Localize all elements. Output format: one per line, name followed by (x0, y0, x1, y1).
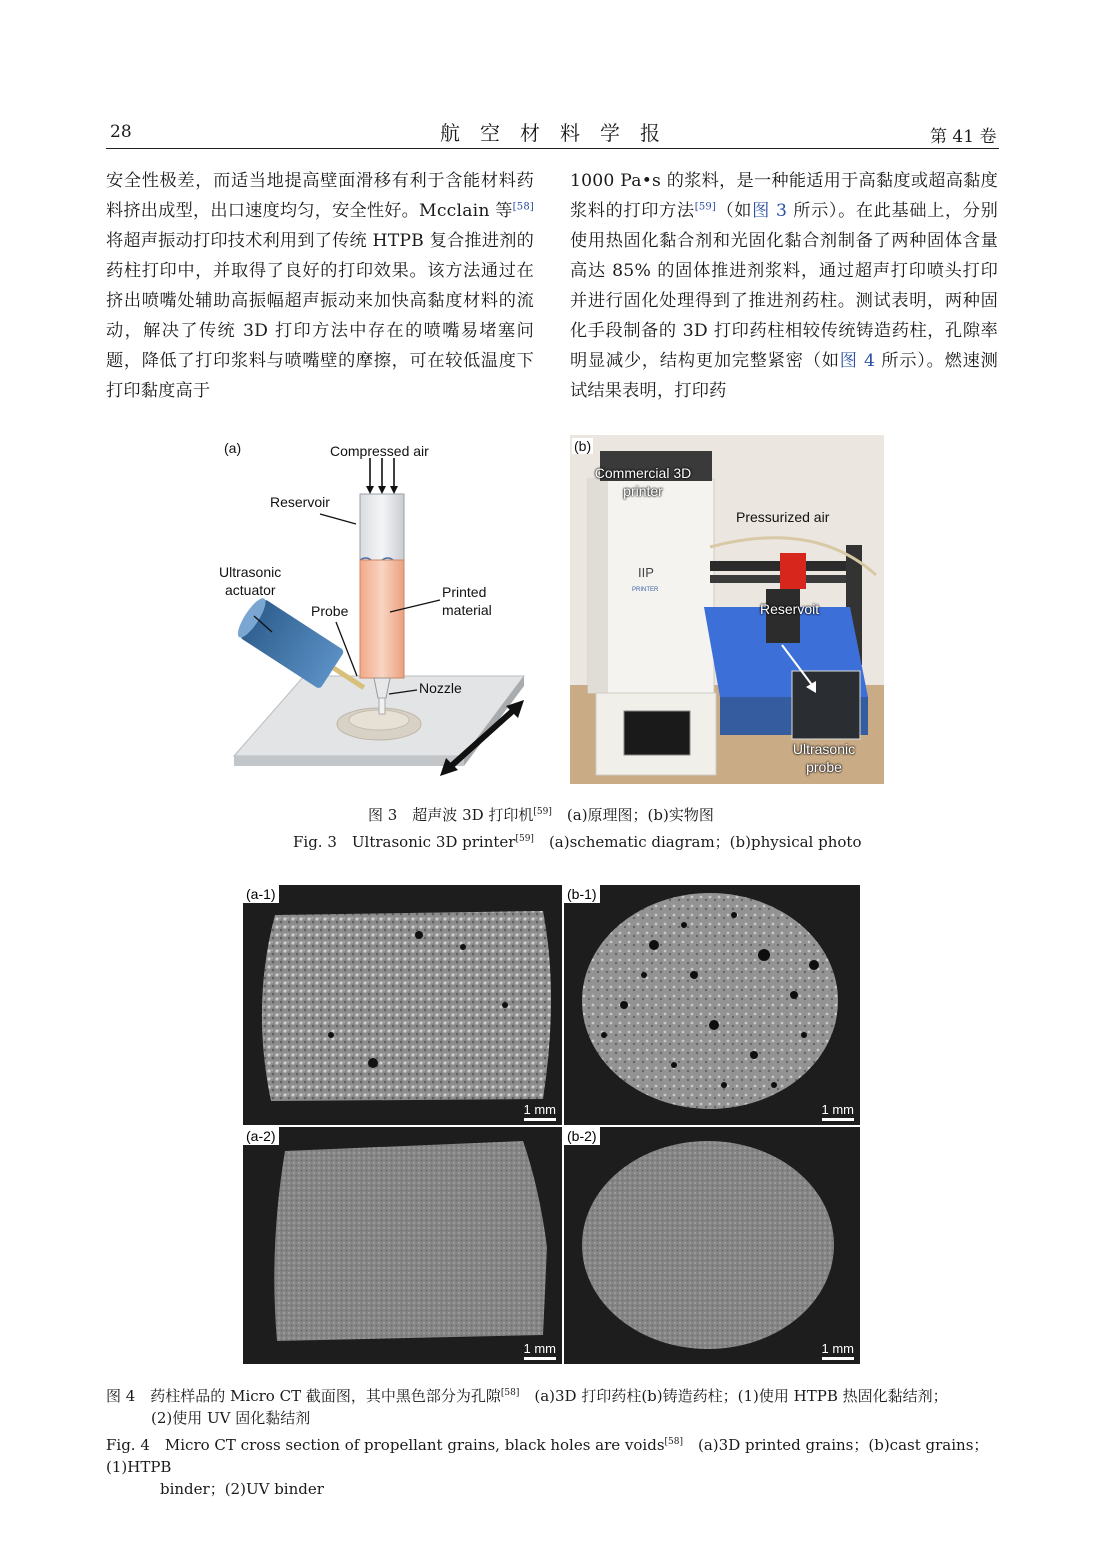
fig4-caption-cn: 图 4 药柱样品的 Micro CT 截面图，其中黑色部分为孔隙[58] (a)3D 打印药柱(b)铸造药柱；(1)使用 HTPB 热固化黏结剂； (2)使用 UV 固化黏结剂 (106, 1387, 948, 1427)
left-text-1: 安全性极差，而适当地提高壁面滑移有利于含能材料药料挤出成型，出口速度均匀，安全性好。Mcclain 等 (106, 171, 534, 221)
printed-material (360, 560, 404, 678)
printer-brand: IIP (638, 565, 654, 580)
label-printer: printer (623, 483, 663, 499)
journal-title: 航 空 材 料 学 报 (440, 121, 660, 145)
printer-screen (624, 711, 690, 755)
fig3a-drawing (214, 436, 554, 786)
right-text-2: （如 (716, 201, 753, 221)
label-printed: Printed (442, 584, 487, 600)
label-ultrasonic-probe-2: probe (806, 759, 842, 775)
ct-panel-b2 (564, 1127, 860, 1364)
ct-panel-a2 (243, 1127, 562, 1364)
fig3b-photo (570, 435, 884, 784)
fig3b-panel-label: (b) (574, 438, 592, 454)
label-commercial: Commercial 3D (594, 465, 692, 481)
citation-58[interactable]: [58] (512, 201, 534, 213)
printer-brand-sub: PRINTER (632, 587, 659, 593)
scale-bar-b1: 1 mm (822, 1102, 855, 1121)
fig4-grid (243, 885, 860, 1364)
fig3a-panel-label: (a) (224, 440, 242, 456)
ct-image-b2 (564, 1127, 860, 1364)
fig3-link[interactable]: 图 3 (752, 201, 788, 221)
probe-inset (792, 671, 860, 739)
ct-panel-a1 (243, 885, 562, 1125)
scale-bar-a1: 1 mm (524, 1102, 557, 1121)
label-material: material (442, 602, 492, 618)
right-text-3: 所示）。在此基础上，分别使用热固化黏合剂和光固化黏合剂制备了两种固体含量高达 85% 的固体推进剂浆料，通过超声打印喷头打印并进行固化处理得到了推进剂药柱。测试表明，两种固化手段制备的 3D 打印药柱相较传统铸造药柱，孔隙率明显减少，结构更加完整紧密（如 (570, 201, 999, 371)
red-reservoir (780, 553, 806, 589)
ct-panel-b1 (564, 885, 860, 1125)
fig4-cn-cite: [58] (500, 1388, 520, 1398)
fig3-caption-cn: 图 3 超声波 3D 打印机[59] (a)原理图；(b)实物图 (368, 806, 714, 824)
label-nozzle: Nozzle (419, 680, 462, 696)
right-text-4: 所示）。燃速测试结果表明，打印药 (570, 351, 998, 401)
scale-bar-a2: 1 mm (524, 1341, 557, 1360)
fig3a-schematic (214, 436, 554, 786)
right-text-1: 1000 Pa•s 的浆料，是一种能适用于高黏度或超高黏度浆料的打印方法 (570, 171, 998, 221)
panel-label-a2: (a-2) (243, 1127, 279, 1145)
label-actuator: actuator (225, 582, 276, 598)
fig3-caption-en: Fig. 3 Ultrasonic 3D printer[59] (a)schematic diagram；(b)physical photo (293, 833, 862, 851)
compressed-air-arrows (370, 458, 394, 490)
label-compressed-air: Compressed air (330, 443, 429, 459)
fig4-en-cite: [58] (664, 1437, 684, 1447)
right-column (570, 166, 998, 406)
page-number: 28 (110, 122, 132, 142)
ct-image-a1 (243, 885, 562, 1125)
label-probe: Probe (311, 603, 349, 619)
label-reservoir: Reservoir (270, 494, 330, 510)
label-ultrasonic-probe-1: Ultrasonic (792, 741, 856, 757)
left-column (106, 166, 534, 406)
fig3-cn-cite: [59] (533, 807, 552, 817)
reservoir (360, 494, 404, 560)
volume-label: 第 41 卷 (930, 127, 997, 147)
label-reservoit: Reservoit (760, 601, 820, 617)
left-text-2: 将超声振动打印技术利用到了传统 HTPB 复合推进剂的药柱打印中，并取得了良好的打印效果。该方法通过在挤出喷嘴处辅助高振幅超声振动来加快高黏度材料的流动，解决了传统 3D 打印方法中存在的喷嘴易堵塞问题，降低了打印浆料与喷嘴壁的摩擦，可在较低温度下打印黏度高于 (106, 231, 534, 401)
header-rule (106, 148, 999, 149)
ct-image-b1 (564, 885, 860, 1125)
label-pressurized-air: Pressurized air (736, 509, 830, 525)
label-ultrasonic: Ultrasonic (219, 564, 282, 580)
citation-59[interactable]: [59] (694, 201, 717, 213)
panel-label-b1: (b-1) (564, 885, 600, 903)
panel-label-b2: (b-2) (564, 1127, 600, 1145)
fig4-caption-en: Fig. 4 Micro CT cross section of propellant grains, black holes are voids[58] (a)3D printed grains；(b)cast grains；(1)HTPB binder；(2)UV binder (106, 1436, 989, 1498)
panel-label-a1: (a-1) (243, 885, 279, 903)
fig4-link[interactable]: 图 4 (839, 351, 876, 371)
fig3-en-cite: [59] (515, 834, 534, 844)
scale-bar-b2: 1 mm (822, 1341, 855, 1360)
ct-image-a2 (243, 1127, 562, 1364)
